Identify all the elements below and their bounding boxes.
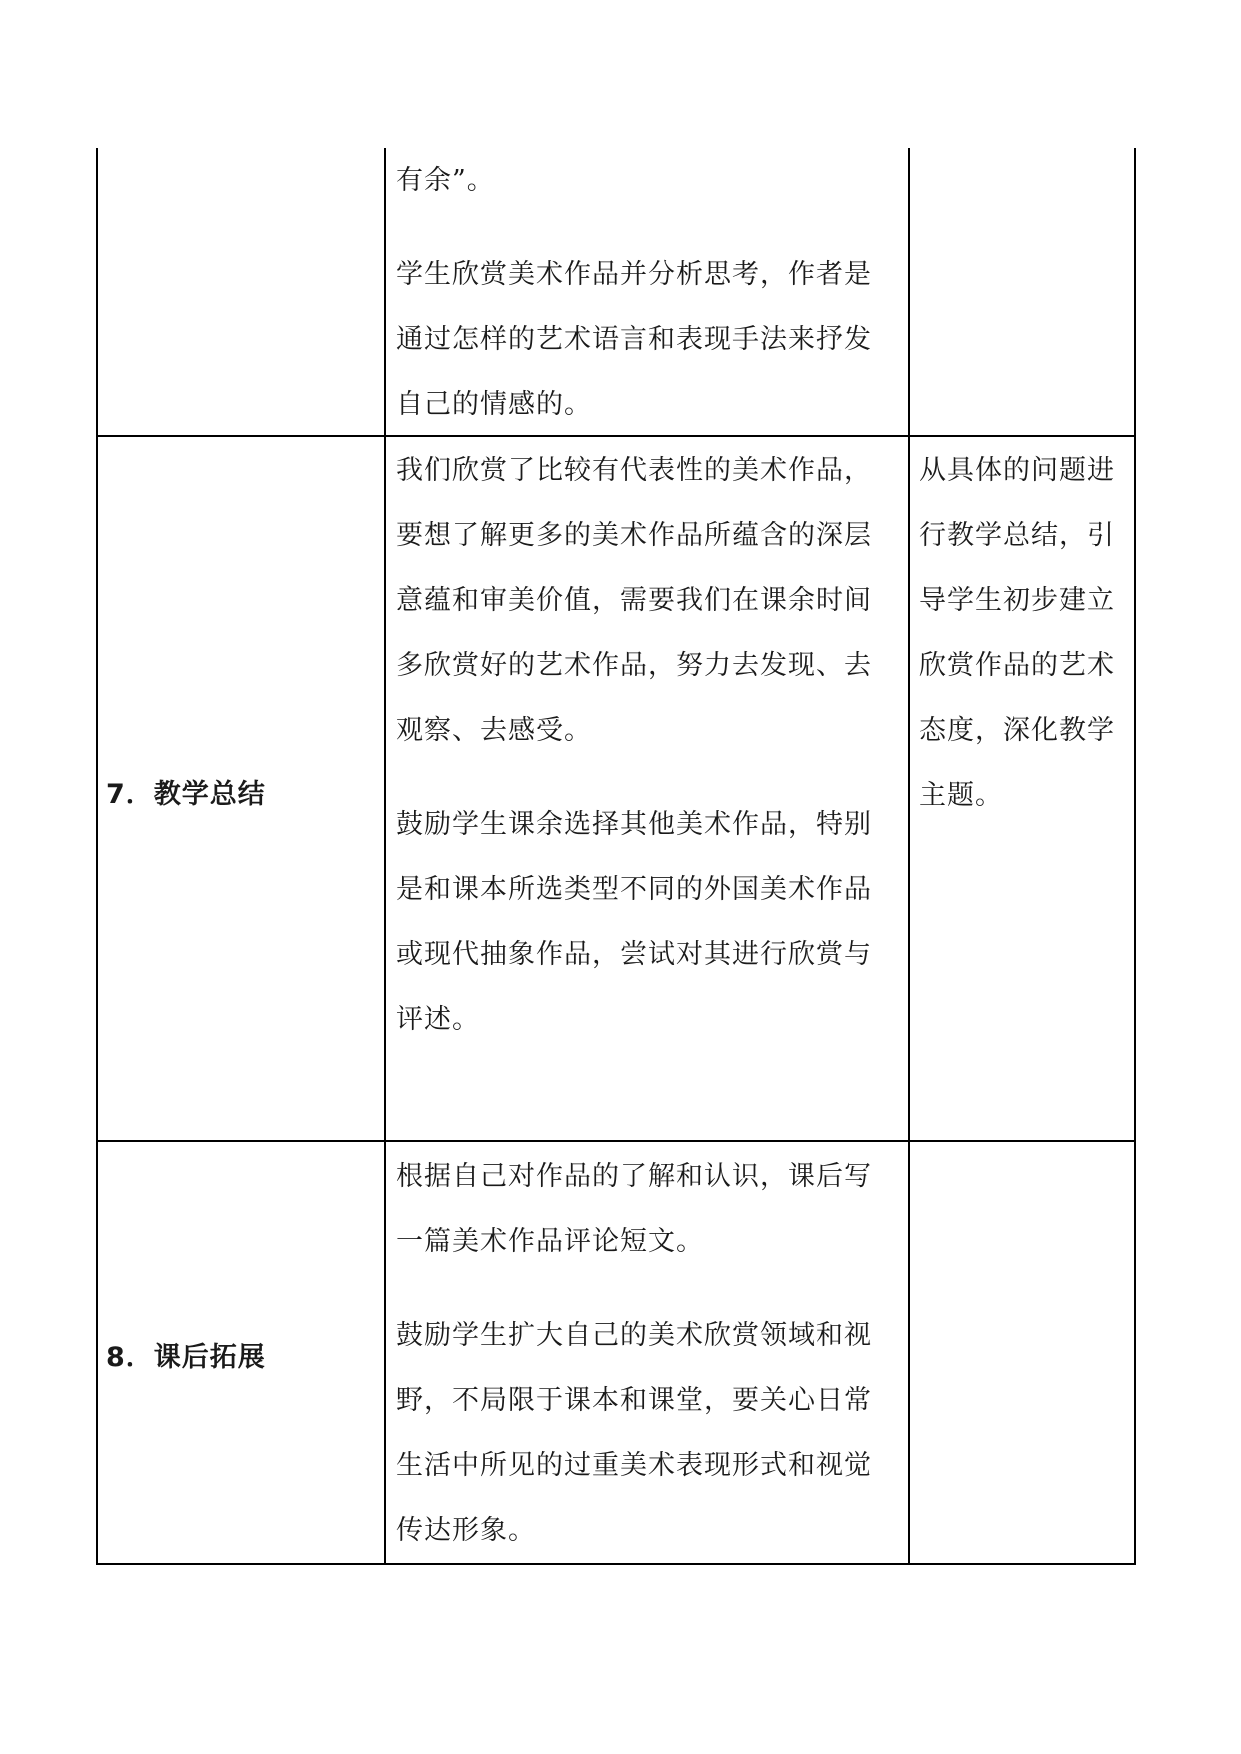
table-row-3-content bbox=[396, 1144, 896, 1563]
content-paragraph: 根据自己对作品的了解和认识，课后写一篇美术作品评论短文。 bbox=[396, 1161, 872, 1257]
table-row-label: 7．教学总结 bbox=[106, 779, 266, 810]
content-paragraph: 学生欣赏美术作品并分析思考，作者是通过怎样的艺术语言和表现手法来抒发自己的情感的。 bbox=[396, 259, 872, 420]
content-paragraph: 有余”。 bbox=[396, 165, 495, 196]
table-row-2-content bbox=[396, 438, 896, 1052]
content-paragraph: 鼓励学生课余选择其他美术作品，特别是和课本所选类型不同的外国美术作品或现代抽象作品，尝试对其进行欣赏与评述。 bbox=[396, 809, 872, 1035]
table-border-left bbox=[96, 148, 98, 1565]
table-row-divider-2 bbox=[96, 1140, 1136, 1142]
content-paragraph: 鼓励学生扩大自己的美术欣赏领域和视野，不局限于课本和课堂，要关心日常生活中所见的过重美术表现形式和视觉传达形象。 bbox=[396, 1320, 872, 1546]
table-border-right bbox=[1134, 148, 1136, 1565]
table-divider-col2 bbox=[908, 148, 910, 1565]
table-divider-col1 bbox=[384, 148, 386, 1565]
table-border-bottom bbox=[96, 1563, 1136, 1565]
content-paragraph: 我们欣赏了比较有代表性的美术作品，要想了解更多的美术作品所蕴含的深层意蕴和审美价值，需要我们在课余时间多欣赏好的艺术作品，努力去发现、去观察、去感受。 bbox=[396, 455, 872, 746]
table-row-2-intent: 从具体的问题进行教学总结，引导学生初步建立欣赏作品的艺术态度，深化教学主题。 bbox=[919, 455, 1115, 811]
table-row-label: 8．课后拓展 bbox=[106, 1342, 266, 1373]
table-row-1-content bbox=[396, 148, 896, 437]
